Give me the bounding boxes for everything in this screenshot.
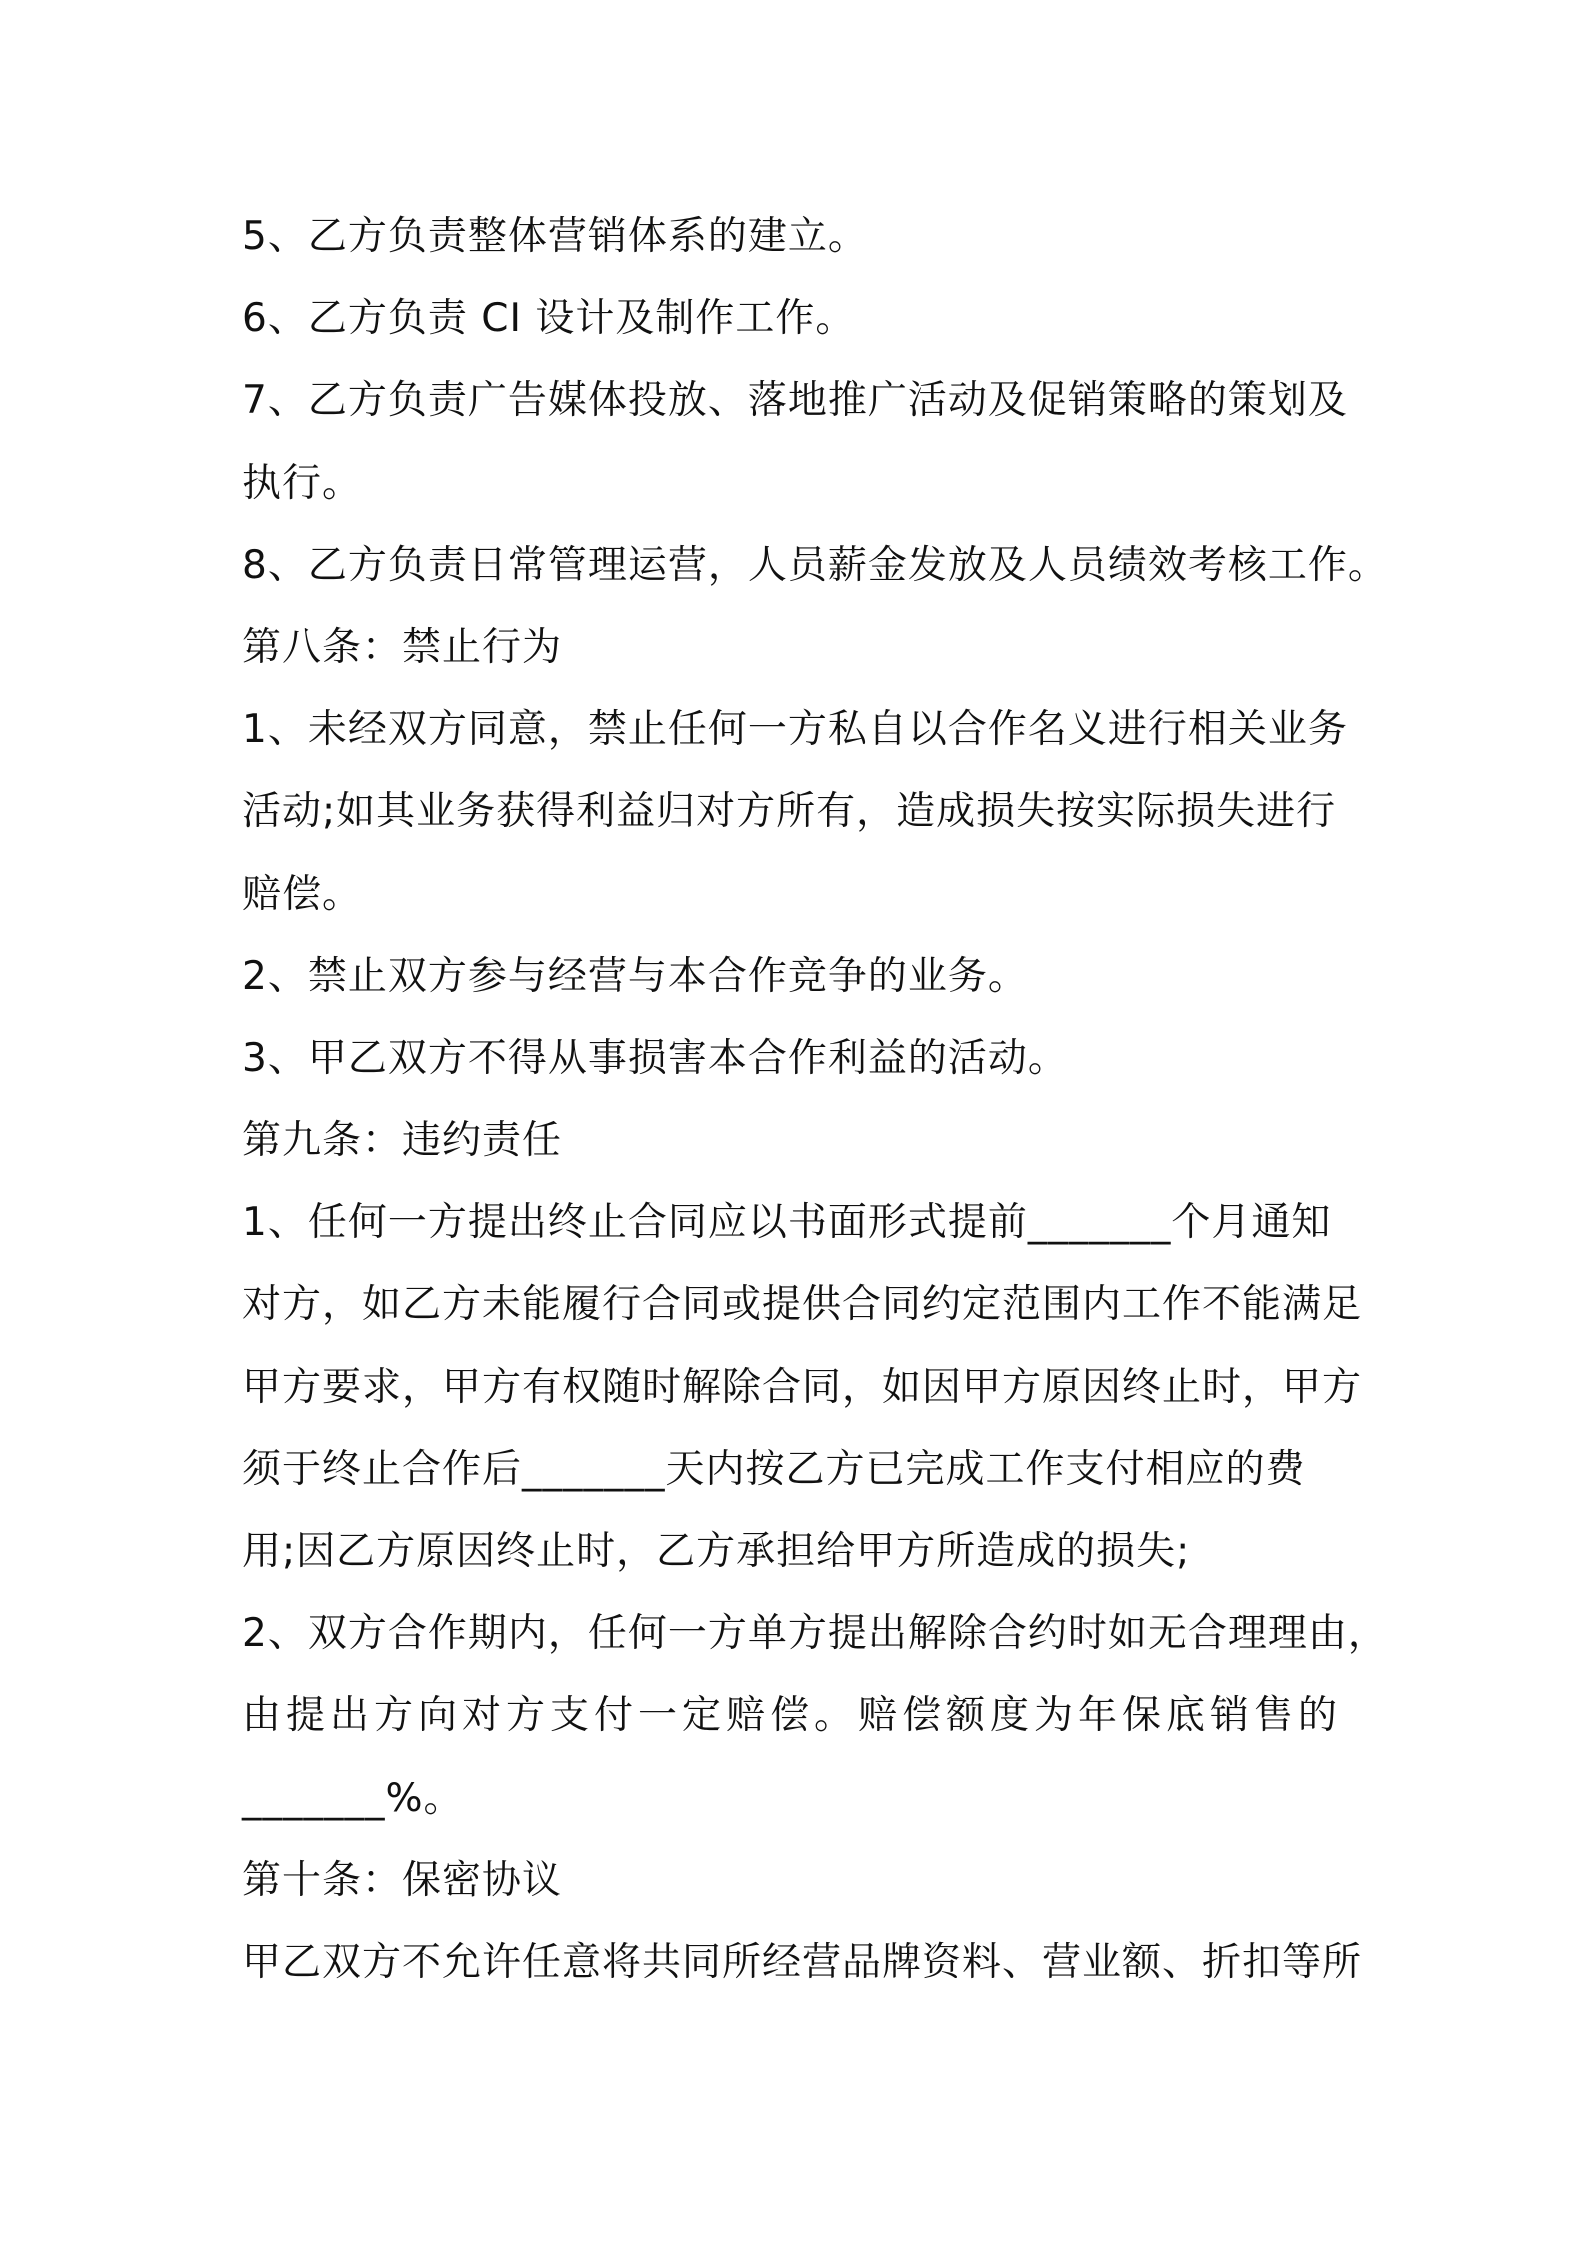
text-line: 7、乙方负责广告媒体投放、落地推广活动及促销策略的策划及: [242, 378, 1348, 424]
text-line: 5、乙方负责整体营销体系的建立。: [242, 214, 868, 259]
text-line: 用;因乙方原因终止时，乙方承担给甲方所造成的损失;: [242, 1529, 1191, 1574]
section-heading: 第八条：禁止行为: [242, 624, 563, 670]
section-heading: 第九条：违约责任: [242, 1118, 563, 1164]
text-line: 1、任何一方提出终止合同应以书面形式提前_______个月通知: [242, 1200, 1332, 1246]
text-line: 3、甲乙双方不得从事损害本合作利益的活动。: [242, 1035, 1068, 1081]
section-heading: 第十条：保密协议: [242, 1857, 563, 1903]
text-line: 8、乙方负责日常管理运营，人员薪金发放及人员绩效考核工作。: [242, 542, 1388, 588]
text-line: 执行。: [242, 460, 363, 506]
text-line: 甲乙双方不允许任意将共同所经营品牌资料、营业额、折扣等所: [242, 1939, 1363, 1985]
text-line: 活动;如其业务获得利益归对方所有，造成损失按实际损失进行: [242, 789, 1337, 835]
text-line: 须于终止合作后_______天内按乙方已完成工作支付相应的费: [242, 1446, 1306, 1492]
text-line: _______%。: [242, 1775, 464, 1821]
text-line: 2、双方合作期内，任何一方单方提出解除合约时如无合理理由，: [242, 1611, 1388, 1657]
text-line: 2、禁止双方参与经营与本合作竞争的业务。: [242, 953, 1028, 999]
text-line: 由提出方向对方支付一定赔偿。赔偿额度为年保底销售的: [242, 1693, 1343, 1739]
text-line: 1、未经双方同意，禁止任何一方私自以合作名义进行相关业务: [242, 707, 1348, 753]
text-line: 甲方要求，甲方有权随时解除合同，如因甲方原因终止时，甲方: [242, 1364, 1363, 1410]
text-line: 6、乙方负责 CI 设计及制作工作。: [242, 296, 856, 342]
text-line: 对方，如乙方未能履行合同或提供合同约定范围内工作不能满足: [242, 1282, 1363, 1328]
document-body: [242, 196, 1388, 2004]
text-line: 赔偿。: [242, 871, 363, 917]
